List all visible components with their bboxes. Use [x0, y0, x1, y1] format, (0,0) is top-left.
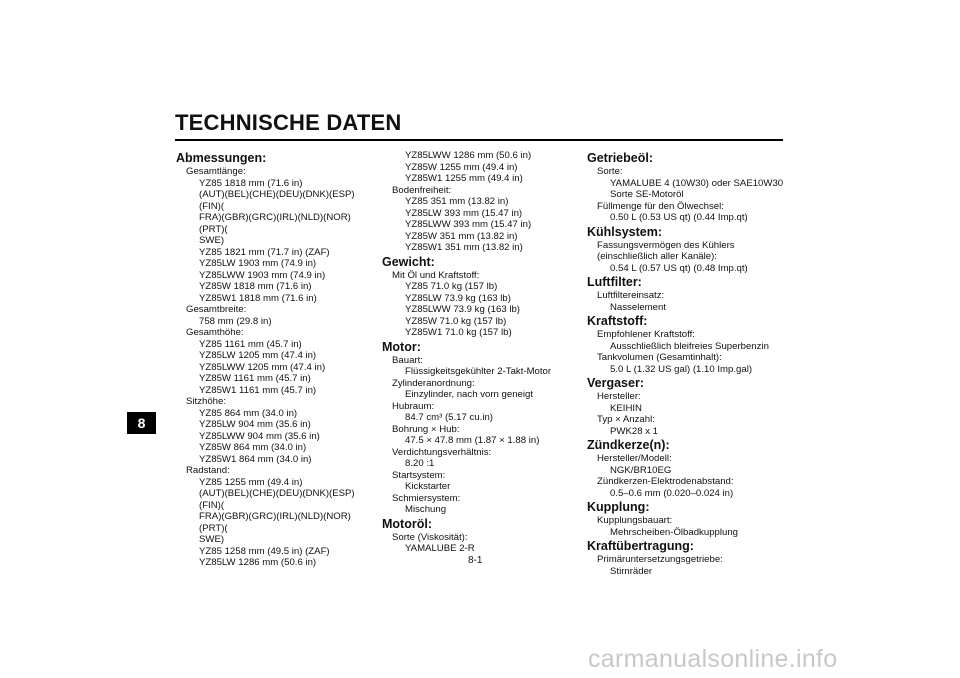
spec-value: 0.54 L (0.57 US qt) (0.48 Imp.qt): [610, 262, 748, 274]
spec-value: NGK/BR10EG: [610, 464, 672, 476]
spec-value: Kickstarter: [405, 481, 451, 492]
spec-value: SWE): [199, 235, 225, 246]
spec-value: YZ85W1 71.0 kg (157 lb): [405, 327, 512, 338]
spec-value: (AUT)(BEL)(CHE)(DEU)(DNK)(ESP)(FIN)(: [199, 488, 355, 511]
spec-value: YZ85 1818 mm (71.6 in): [199, 177, 303, 189]
spec-label: Kupplungsbauart:: [597, 515, 673, 526]
page-title: TECHNISCHE DATEN: [175, 110, 402, 135]
section-heading: Abmessungen:: [176, 151, 267, 165]
spec-label: Hersteller/Modell:: [597, 453, 672, 464]
spec-label: Empfohlener Kraftstoff:: [597, 329, 695, 340]
spec-value: YZ85W1 351 mm (13.82 in): [405, 242, 523, 253]
spec-value: YZ85LW 1286 mm (50.6 in): [199, 557, 317, 568]
watermark: carmanualsonline.info: [588, 645, 838, 673]
spec-value: 5.0 L (1.32 US gal) (1.10 Imp.gal): [610, 363, 753, 375]
spec-label: Radstand:: [186, 465, 230, 476]
spec-value: 758 mm (29.8 in): [199, 315, 272, 327]
spec-label: Schmiersystem:: [392, 492, 461, 504]
spec-label: (einschließlich aller Kanäle):: [597, 251, 717, 262]
spec-value: Ausschließlich bleifreies Superbenzin: [610, 340, 769, 352]
spec-value: YZ85 351 mm (13.82 in): [405, 196, 509, 207]
spec-value: 47.5 × 47.8 mm (1.87 × 1.88 in): [405, 435, 540, 446]
section-heading: Kraftstoff:: [587, 314, 648, 328]
spec-label: Tankvolumen (Gesamtinhalt):: [597, 352, 722, 363]
spec-value: SWE): [199, 534, 225, 545]
spec-value: YZ85LWW 73.9 kg (163 lb): [405, 304, 520, 315]
spec-value: YZ85W 864 mm (34.0 in): [199, 442, 307, 453]
spec-value: YZ85W1 1255 mm (49.4 in): [405, 173, 523, 184]
spec-value: 0.5–0.6 mm (0.020–0.024 in): [610, 487, 734, 499]
spec-label: Zylinderanordnung:: [392, 377, 475, 389]
spec-value: YZ85W1 1818 mm (71.6 in): [199, 292, 317, 304]
spec-label: Fassungsvermögen des Kühlers: [597, 239, 735, 251]
section-heading: Luftfilter:: [587, 275, 642, 289]
section-heading: Vergaser:: [587, 376, 644, 390]
spec-value: YZ85LWW 393 mm (15.47 in): [405, 219, 532, 230]
spec-value: YZ85W1 1161 mm (45.7 in): [199, 384, 317, 396]
spec-label: Bodenfreiheit:: [392, 184, 452, 196]
spec-value: YZ85LW 73.9 kg (163 lb): [405, 292, 511, 304]
spec-value: Flüssigkeitsgekühlter 2-Takt-Motor: [405, 366, 552, 377]
section-heading: Gewicht:: [382, 254, 435, 269]
spec-value: 84.7 cm³ (5.17 cu.in): [405, 412, 493, 423]
spec-value: FRA)(GBR)(GRC)(IRL)(NLD)(NOR)(PRT)(: [199, 511, 351, 534]
section-heading: Motoröl:: [382, 516, 432, 531]
spec-value: YZ85LWW 1286 mm (50.6 in): [405, 150, 532, 161]
spec-label: Mit Öl und Kraftstoff:: [392, 269, 480, 281]
spec-column-3: [587, 150, 787, 577]
spec-label: Verdichtungsverhältnis:: [392, 446, 492, 458]
spec-label: Sorte:: [597, 166, 623, 177]
section-heading: Getriebeöl:: [587, 151, 653, 165]
section-heading: Kraftübertragung:: [587, 539, 694, 553]
spec-value: Nasselement: [610, 301, 666, 313]
spec-label: Füllmenge für den Ölwechsel:: [597, 200, 724, 212]
spec-value: YZ85 1255 mm (49.4 in): [199, 476, 303, 488]
spec-label: Bauart:: [392, 354, 423, 366]
spec-label: Gesamtbreite:: [186, 304, 247, 315]
spec-value: 8.20 :1: [405, 458, 435, 469]
spec-label: Primäruntersetzungsgetriebe:: [597, 554, 723, 565]
spec-label: Luftfiltereinsatz:: [597, 290, 665, 301]
spec-label: Hersteller:: [597, 391, 641, 402]
spec-label: Sitzhöhe:: [186, 396, 227, 407]
spec-label: Bohrung × Hub:: [392, 423, 460, 435]
spec-label: Startsystem:: [392, 469, 446, 481]
spec-value: YZ85 1258 mm (49.5 in) (ZAF): [199, 545, 330, 557]
spec-value: YZ85W 351 mm (13.82 in): [405, 230, 518, 242]
spec-value: YZ85W1 864 mm (34.0 in): [199, 453, 312, 465]
spec-column-1: [176, 150, 372, 569]
spec-value: 0.50 L (0.53 US qt) (0.44 Imp.qt): [610, 212, 748, 223]
spec-value: YZ85 1821 mm (71.7 in) (ZAF): [199, 246, 330, 258]
spec-value: Sorte SE-Motoröl: [610, 189, 684, 200]
spec-label: Typ × Anzahl:: [597, 414, 655, 425]
spec-label: Gesamtlänge:: [186, 166, 246, 177]
spec-value: YZ85LW 393 mm (15.47 in): [405, 207, 523, 219]
spec-value: YZ85LWW 1903 mm (74.9 in): [199, 269, 326, 281]
section-heading: Motor:: [382, 339, 421, 354]
spec-value: KEIHIN: [610, 402, 642, 414]
spec-value: YZ85LWW 904 mm (35.6 in): [199, 430, 320, 442]
spec-value: Mehrscheiben-Ölbadkupplung: [610, 526, 738, 538]
spec-label: Gesamthöhe:: [186, 327, 244, 338]
title-rule: [175, 139, 783, 141]
section-heading: Zündkerze(n):: [587, 438, 670, 452]
spec-value: Einzylinder, nach vorn geneigt: [405, 389, 533, 400]
spec-value: YZ85W 71.0 kg (157 lb): [405, 315, 507, 327]
spec-value: YZ85 1161 mm (45.7 in): [199, 338, 302, 350]
spec-value: YAMALUBE 4 (10W30) oder SAE10W30: [610, 177, 784, 189]
spec-value: YZ85LW 1903 mm (74.9 in): [199, 258, 317, 269]
spec-value: YZ85LWW 1205 mm (47.4 in): [199, 361, 326, 373]
spec-value: YZ85W 1161 mm (45.7 in): [199, 373, 311, 384]
page-number: 8-1: [468, 555, 483, 566]
section-heading: Kupplung:: [587, 500, 650, 514]
spec-value: PWK28 x 1: [610, 425, 658, 437]
spec-value: Mischung: [405, 504, 447, 515]
spec-value: YZ85W 1255 mm (49.4 in): [405, 161, 518, 173]
spec-value: YAMALUBE 2-R: [405, 543, 475, 554]
spec-value: YZ85LW 904 mm (35.6 in): [199, 419, 311, 430]
spec-label: Hubraum:: [392, 400, 435, 412]
spec-value: Stirnräder: [610, 565, 653, 577]
spec-label: Zündkerzen-Elektrodenabstand:: [597, 476, 734, 487]
spec-label: Sorte (Viskosität):: [392, 531, 468, 543]
spec-value: FRA)(GBR)(GRC)(IRL)(NLD)(NOR)(PRT)(: [199, 212, 351, 235]
section-heading: Kühlsystem:: [587, 224, 663, 239]
spec-value: YZ85 71.0 kg (157 lb): [405, 281, 498, 292]
spec-value: (AUT)(BEL)(CHE)(DEU)(DNK)(ESP)(FIN)(: [199, 189, 355, 212]
spec-value: YZ85W 1818 mm (71.6 in): [199, 281, 312, 292]
spec-value: YZ85LW 1205 mm (47.4 in): [199, 350, 317, 361]
spec-column-2: [382, 150, 572, 555]
chapter-tab: 8: [127, 412, 156, 434]
spec-value: YZ85 864 mm (34.0 in): [199, 407, 298, 419]
